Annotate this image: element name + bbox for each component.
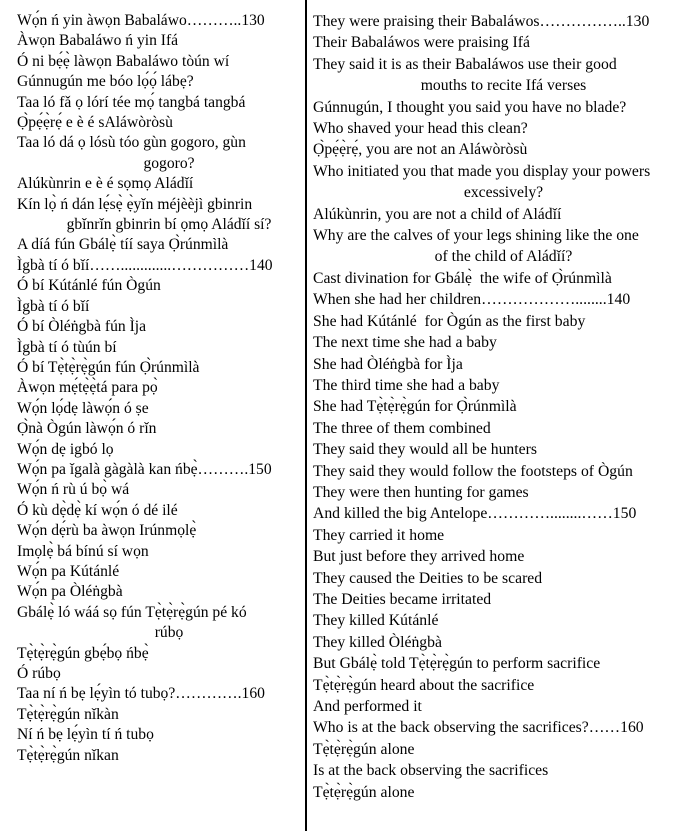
yoruba-verse-line: Ọ̀nà Ògún làwọ́n ó rǐn [17,420,157,438]
english-translation-line: Is at the back observing the sacrifices [313,762,549,780]
yoruba-verse-line: Tẹ̀tẹ̀rẹ̀gún nǐkan [17,746,119,764]
yoruba-verse-line: Wọ́n pa Òléṅgbà [17,583,123,601]
english-translation-line: mouths to recite Ifá verses [420,77,587,95]
english-translation-line: They were praising their Babaláwos……………..130 [313,13,650,30]
english-translation-line: Ọ̀pẹ́ẹ̀rẹ́, you are not an Aláwòròsù [313,141,528,159]
english-translation-line: Tẹ̀tẹ̀rẹ̀gún heard about the sacrifice [313,676,535,694]
yoruba-verse-line: gbǐnrǐn gbinrin bí ọmọ Aládǐí sí? [66,216,272,234]
yoruba-verse-line: Ìgbà tí ó bǐí [17,297,90,315]
english-translation-line: Tẹ̀tẹ̀rẹ̀gún alone [313,783,415,801]
yoruba-verse-line: Wọ́n lọ́dẹ làwọ́n ó ṣe [17,399,149,417]
yoruba-verse-line: Taa ló fǎ ọ lórí tée mọ́ tangbá tangbá [17,93,246,111]
yoruba-verse-line: Gbálẹ̀ ló wáá sọ fún Tẹ̀tẹ̀rẹ̀gún pé kó [17,603,247,621]
english-translation-line: She had Òléṅgbà for Ìja [313,355,463,373]
yoruba-verse-line: Wọ́n dẹ́rù ba àwọn Irúnmọlẹ̀ [17,522,197,540]
english-translation-line: Cast divination for Gbálẹ̀ the wife of Ọ̀rúnmìlà [313,269,612,287]
yoruba-verse-line: Ìgbà tí ó tùún bí [17,338,117,356]
english-translation-line: They carried it home [313,526,445,544]
english-translation-line: And performed it [313,698,422,715]
yoruba-verse-line: Tẹ̀tẹ̀rẹ̀gún gbẹ́bọ ńbẹ̀ [17,644,149,662]
english-translation-line: The three of them combined [313,419,491,437]
english-translation-line: Who is at the back observing the sacrifices?……160 [313,719,644,737]
english-translation-line: But just before they arrived home [313,548,525,566]
yoruba-verse-line: Àwọn mẹ́tẹ̀ẹ̀tá para pọ̀ [17,379,158,397]
english-translation-line: They said they would all be hunters [313,441,537,459]
english-translation-line: They said it is as their Babaláwos use their good [313,55,617,73]
english-translation-line: Who shaved your head this clean? [313,120,528,138]
english-translation-line: Tẹ̀tẹ̀rẹ̀gún alone [313,740,415,758]
yoruba-verse-line: Gúnnugún me bóo lọ́ọ́ lábẹ? [17,73,194,91]
yoruba-verse-line: Ó ni bẹ́ẹ̀ làwọn Babaláwo tòún wí [17,52,230,70]
yoruba-verse-line: Ó rúbọ [17,665,61,682]
english-translation-line: The Deities became irritated [313,590,492,608]
yoruba-verse-line: Taa ní ń bẹ lẹ́yìn tó tubọ?………….160 [17,685,265,703]
yoruba-verse-line: Ó bí Kútánlé fún Ògún [17,277,161,295]
english-translation-line: Why are the calves of your legs shining like the one [313,227,639,245]
english-translation-line: The third time she had a baby [313,376,500,394]
yoruba-verse-line: Wọ́n ń yin àwọn Babaláwo………..130 [17,12,265,29]
yoruba-verse-line: Ní ń bẹ lẹ́yìn tí ń tubọ [17,726,154,744]
yoruba-verse-line: Ọ̀pẹ́ẹ̀rẹ́ e è é sAláwòròsù [17,114,173,132]
yoruba-verse-line: Wọ́n ń rù ú bọ̀ wá [17,481,130,499]
yoruba-verse-line: Taa ló dá ọ lósù tóo gùn gogoro, gùn [17,134,246,152]
yoruba-verse-column [0,0,305,766]
english-translation-line: Their Babaláwos were praising Ifá [313,34,530,52]
english-translation-line: She had Kútánlé for Ògún as the first baby [313,312,586,330]
english-translation-line: Alúkùnrin, you are not a child of Aládǐí [313,205,562,223]
english-translation-line: The next time she had a baby [313,334,497,352]
yoruba-verse-line: Imọlẹ̀ bá bínú sí wọn [17,542,149,560]
english-translation-line: excessively? [463,184,544,202]
english-translation-line: They said they would follow the footsteps of Ògún [313,462,633,480]
yoruba-verse-line: Alúkùnrin e è é sọmọ Aládǐí [17,175,194,193]
english-translation-line: They were then hunting for games [313,483,529,501]
english-translation-line: of the child of Aládǐí? [434,248,573,266]
english-translation-line: And killed the big Antelope…………........……150 [313,505,637,523]
english-translation-line: They caused the Deities to be scared [313,569,543,587]
yoruba-verse-line: rúbọ [154,624,184,642]
yoruba-verse-line: gogoro? [143,154,195,172]
yoruba-verse-line: A díá fún Gbálẹ̀ tíí saya Ọ̀rúnmìlà [17,236,229,254]
english-translation-line: She had Tẹ̀tẹ̀rẹ̀gún for Ọ̀rúnmìlà [313,398,517,416]
yoruba-verse-line: Wọ́n pa ǐgalà gàgàlà kan ńbẹ̀……….150 [17,460,272,478]
english-translation-line: Who initiated you that made you display your powers [313,162,651,180]
yoruba-verse-line: Tẹ̀tẹ̀rẹ̀gún nǐkàn [17,705,119,723]
yoruba-verse-line: Ó bí Òléṅgbà fún Ìja [17,318,147,336]
english-translation-line: They killed Òléṅgbà [313,633,442,651]
english-translation-line: Gúnnugún, I thought you said you have no blade? [313,98,627,116]
yoruba-verse-line: Ó bí Tẹ̀tẹ̀rẹ̀gún fún Ọ̀rúnmìlà [17,358,200,376]
yoruba-verse-line: Kín lọ̀ ń dán lẹ́sẹ̀ ẹ̀yǐn méjèèjì gbinrin [17,195,253,213]
english-translation-line: But Gbálẹ̀ told Tẹ̀tẹ̀rẹ̀gún to perform sacrifice [313,655,601,673]
english-translation-line: When she had her children………………........140 [313,291,631,309]
yoruba-verse-line: Wọ́n dẹ igbó lọ [17,440,114,458]
yoruba-verse-line: Ìgbà tí ó bǐí…….............……………140 [17,256,273,274]
yoruba-verse-line: Ó kù dẹ̀dẹ̀ kí wọ́n ó dé ilé [17,501,178,519]
yoruba-verse-line: Wọ́n pa Kútánlé [17,562,120,580]
yoruba-verse-line: Àwọn Babaláwo ń yin Ifá [17,32,179,50]
english-translation-line: They killed Kútánlé [313,612,439,630]
english-translation-column [307,0,688,803]
